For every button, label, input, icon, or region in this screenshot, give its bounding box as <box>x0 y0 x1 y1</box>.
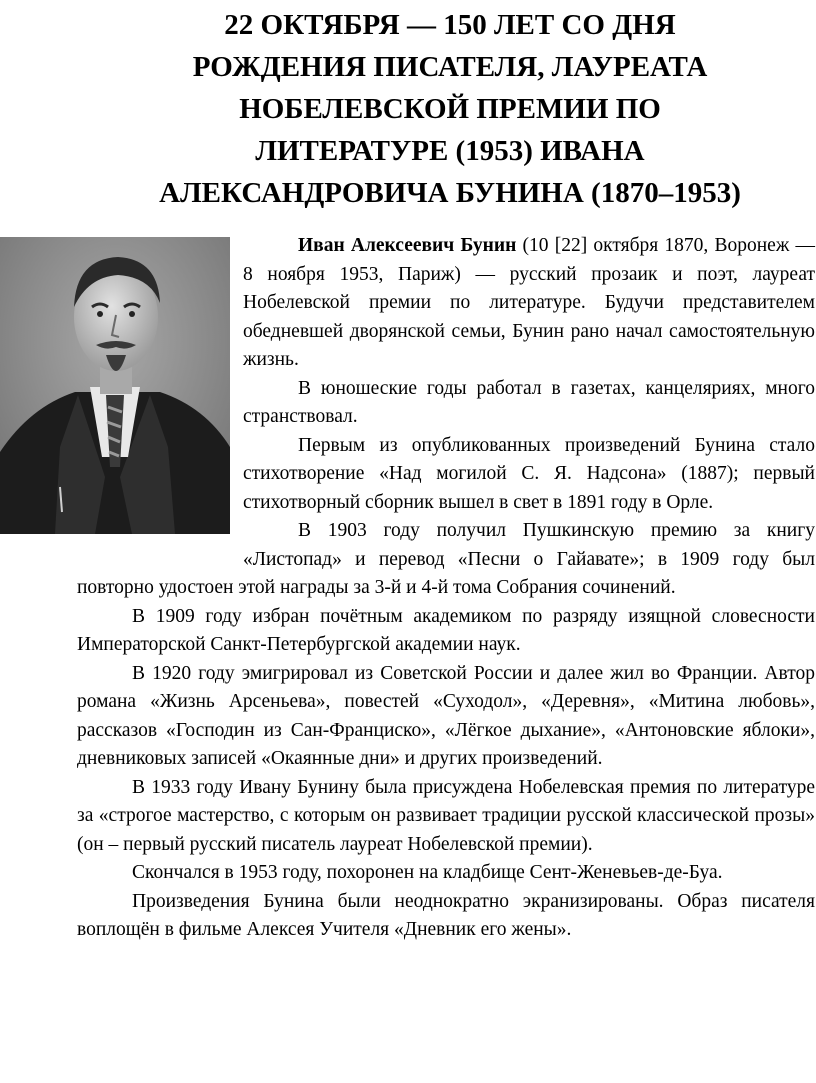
paragraph: В 1920 году эмигрировал из Советской России и далее жил во Франции. Автор романа «Жизнь Арсеньева», повестей «Суходол», «Деревня», «Митина любовь», рассказов «Господин из Сан-Франциско», «Лёгкое дыхание», «Антоновские яблоки», дневниковых записей «Окаянные дни» и других произведений. <box>77 662 815 769</box>
paragraph: В 1909 году избран почётным академиком по разряду изящной словесности Императорской Санкт-Петербургской академии наук. <box>77 605 815 655</box>
paragraph: Первым из опубликованных произведений Бунина стало стихотворение «Над могилой С. Я. Надсона» (1887); первый стихотворный сборник вышел в свет в 1891 году в Орле. <box>243 434 815 513</box>
title-line: РОЖДЕНИЯ ПИСАТЕЛЯ, ЛАУРЕАТА <box>192 51 708 83</box>
paragraph: Скончался в 1953 году, похоронен на кладбище Сент-Женевьев-де-Буа. <box>132 862 723 883</box>
paragraph-text: (10 [22] октября 1870, Воронеж — 8 ноября 1953, Париж) — русский прозаик и поэт, лауреат Нобелевской премии по литературе. Будучи представителем обедневшей дворянской семьи, Бунин рано начал самостоятельную жизнь. <box>243 235 815 370</box>
title-line: АЛЕКСАНДРОВИЧА БУНИНА (1870–1953) <box>159 177 741 209</box>
paragraph: Произведения Бунина были неоднократно экранизированы. Образ писателя воплощён в фильме Алексея Учителя «Дневник его жены». <box>77 890 815 940</box>
paragraph: В 1933 году Ивану Бунину была присуждена Нобелевская премия по литературе за «строгое мастерство, с которым он развивает традиции русской классической прозы» (он – первый русский писатель лауреат Нобелевской премии). <box>77 776 815 855</box>
title-line: ЛИТЕРАТУРЕ (1953) ИВАНА <box>255 135 645 167</box>
title-line: НОБЕЛЕВСКОЙ ПРЕМИИ ПО <box>239 93 661 125</box>
paragraph: В 1903 году получил Пушкинскую премию за книгу «Листопад» и перевод «Песни о Гайавате»; в 1909 году был повторно удостоен этой награды за 3-й и 4-й тома Собрания сочинений. <box>77 520 815 598</box>
image-wrap-space <box>77 232 243 554</box>
paragraph: В юношеские годы работал в газетах, канцеляриях, много странствовал. <box>243 377 815 427</box>
article-body <box>77 232 815 945</box>
author-name: Иван Алексеевич Бунин <box>298 235 517 256</box>
title-line: 22 ОКТЯБРЯ — 150 ЛЕТ СО ДНЯ <box>224 9 676 41</box>
document-title <box>60 4 816 214</box>
